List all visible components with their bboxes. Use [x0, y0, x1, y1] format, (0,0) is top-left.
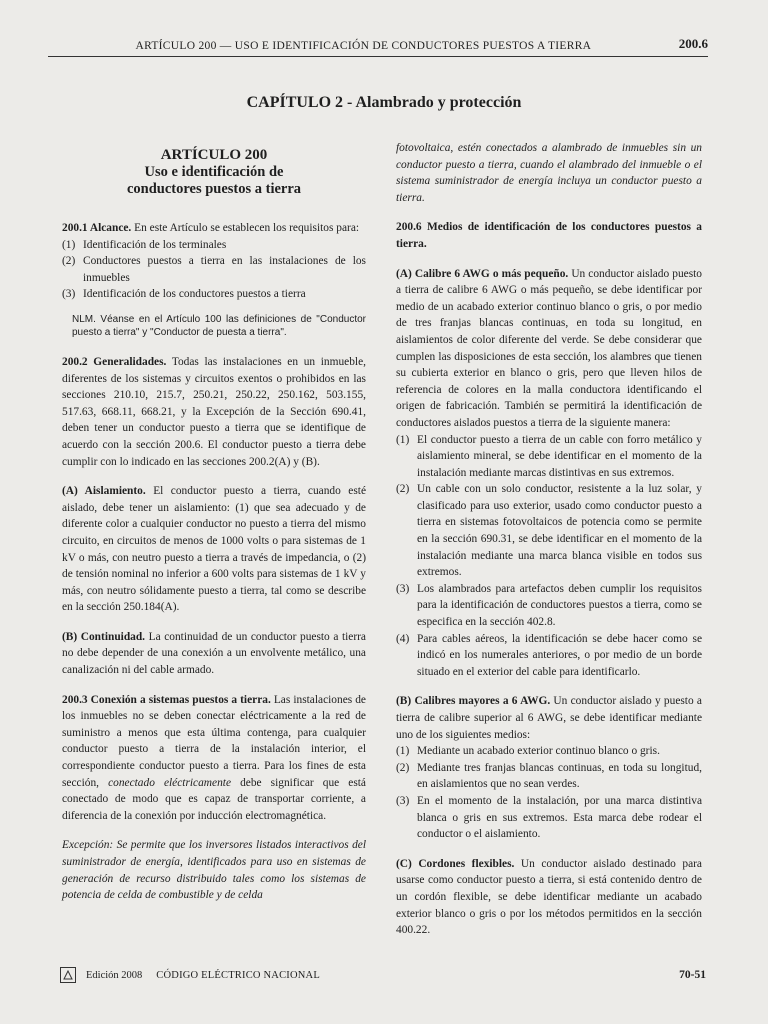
section-200-2-b-heading: (B) Continuidad.: [62, 630, 146, 643]
section-200-6-a-list: [396, 432, 702, 681]
article-heading: [62, 146, 366, 198]
header-section-number: 200.6: [678, 36, 708, 51]
code-name: CÓDIGO ELÉCTRICO NACIONAL: [156, 969, 320, 981]
header-title: ARTÍCULO 200 — USO E IDENTIFICACIÓN DE CONDUCTORES PUESTOS A TIERRA: [135, 40, 592, 52]
section-200-6-b-list: [396, 743, 702, 843]
list-item: (2) Un cable con un solo conductor, resistente a la luz solar, y clasificado para uso exterior, usado como conductor puesto a tierra en sistemas fotovoltaicos de potencia como se permite en la sección 690.31, se debe identificar en el momento de la instalación mediante una marca blanca visible en todos sus extremos.: [396, 483, 702, 579]
section-200-2: [62, 354, 366, 470]
section-200-6-b: [396, 693, 702, 743]
page-number: 70-51: [679, 969, 706, 981]
section-200-1-text: En este Artículo se establecen los requisitos para:: [131, 222, 360, 234]
section-200-6-c-heading: (C) Cordones flexibles.: [396, 857, 515, 870]
section-200-6-a-text: Un conductor aislado puesto a tierra de calibre 6 AWG o más pequeño, se debe identificar por medio de un acabado exterior continuo blanco o gris, o por medio de tres franjas blancas continuas, en toda su longitud, en aislamientos de color diferente del verde. Se debe considerar que cumplen las disposiciones de esta sección, los alambres que tienen su cubierta exterior en blanco o gris, pero que lleven hilos de referencia de colores en la malla conductora identificando el origen de fabricación. También se permitirá la identificación de conductores aislados puestos a tierra de la siguiente manera:: [396, 267, 702, 429]
section-200-1-note: NLM. Véanse en el Artículo 100 las definiciones de "Conductor puesto a tierra" y "Conductor de puesta a tierra".: [72, 313, 366, 339]
section-200-1-list: [62, 237, 366, 303]
section-200-2-text: Todas las instalaciones en un inmueble, diferentes de los sistemas y circuitos exentos o prohibidos en las secciones 210.10, 215.7, 250.21, 250.22, 250.162, 503.155, 517.63, 668.11, 668.21, y la Excepción de la Sección 690.41, deben tener un conductor puesto a tierra que se identifique de acuerdo con la sección 200.6. El conductor puesto a tierra debe cumplir con lo indicado en las secciones 200.2(A) y (B).: [62, 355, 366, 468]
section-200-1-heading: 200.1 Alcance.: [62, 222, 132, 234]
list-item: (3) Los alambrados para artefactos deben cumplir los requisitos para la identificación de conductores puestos a tierra, como se especifica en la sección 402.8.: [396, 582, 702, 629]
section-200-6-heading: 200.6 Medios de identificación de los conductores puestos a tierra.: [396, 221, 702, 250]
list-item: (3) Identificación de los conductores puestos a tierra: [62, 288, 306, 301]
page-footer: [60, 964, 706, 986]
list-item: (2) Conductores puestos a tierra en las instalaciones de los inmuebles: [62, 255, 366, 284]
section-200-2-a-heading: (A) Aislamiento.: [62, 485, 146, 498]
article-title-line-1: Uso e identificación de: [144, 164, 284, 180]
left-column: [62, 140, 366, 917]
exception-continuation: fotovoltaica, estén conectados a alambrado de inmuebles sin un conductor puesto a tierra, cuando el alambrado del inmueble o el sistema suministrador de energía incluya un conductor puesto a tierra.: [396, 142, 702, 204]
section-200-6-a-heading: (A) Calibre 6 AWG o más pequeño.: [396, 267, 569, 280]
section-200-6-c: [396, 856, 702, 939]
section-200-6-a: [396, 266, 702, 432]
nfpa-logo-icon: [60, 967, 76, 983]
edition-label: Edición 2008: [86, 969, 143, 981]
exception-text: Excepción: Se permite que los inversores listados interactivos del suministrador de energía, identificados para uso en sistemas de generación de recurso distribuido tales como los sistemas de potencia de celda de combustible y de celda: [62, 839, 366, 902]
article-label: ARTÍCULO 200: [160, 147, 268, 163]
section-200-3-text-b: debe significar que está conectado de modo que es capaz de transportar corriente, a diferencia de la conexión por inducción electromagnética.: [62, 776, 366, 822]
right-column: [396, 140, 702, 952]
section-200-6-b-heading: (B) Calibres mayores a 6 AWG.: [396, 695, 551, 708]
list-item: (2) Mediante tres franjas blancas continuas, en toda su longitud, en aislamientos que no sean verdes.: [396, 761, 702, 791]
list-item: (1) El conductor puesto a tierra de un cable con forro metálico y aislamiento mineral, se debe identificar en el momento de la instalación mediante marcas distintivas en sus extremos.: [396, 433, 702, 479]
chapter-title: CAPÍTULO 2 - Alambrado y protección: [246, 94, 522, 111]
section-200-6-c-text: Un conductor aislado destinado para usarse como conductor puesto a tierra, si está contenido dentro de un cordón flexible, se debe identificar mediante un acabado exterior blanco o gris o por los métodos permitidos en la sección 400.22.: [396, 857, 702, 937]
section-200-2-b-text: La continuidad de un conductor puesto a tierra no debe depender de una conexión a un envolvente metálico, una canalización ni del cable armado.: [62, 630, 366, 677]
section-200-3: [62, 692, 366, 825]
section-200-2-heading: 200.2 Generalidades.: [62, 355, 167, 368]
section-200-2-a-text: El conductor puesto a tierra, cuando esté aislado, debe tener un aislamiento: (1) que sea adecuado y de diferente color a cualquier conductor no puesto a tierra del mismo circuito, en circuitos de menos de 1000 volts o para sistemas de 1 kV o más, con neutro puesto a tierra a través de impedancia, o (2) de tensión nominal no inferior a 600 volts para sistemas de 1 kV y más, con neutro sólidamente puesto a tierra, tal como se describe en la sección 250.184(A).: [62, 485, 366, 614]
section-200-6-b-text: Un conductor aislado y puesto a tierra de calibre superior al 6 AWG, se debe identificar mediante uno de los siguientes medios:: [396, 695, 702, 741]
section-200-3-heading: 200.3 Conexión a sistemas puestos a tierra.: [62, 693, 271, 706]
list-item: (1) Mediante un acabado exterior continuo blanco o gris.: [396, 745, 660, 758]
list-item: (3) En el momento de la instalación, por una marca distintiva blanca o gris en sus extremos. Esta marca debe rodear el conductor o el aislamiento.: [396, 794, 702, 841]
section-200-1: [62, 220, 366, 237]
section-200-2-b: [62, 629, 366, 679]
section-200-3-text-a: Las instalaciones de los inmuebles no se deben conectar eléctricamente a la red de suministro a menos que esta última contenga, para cualquier conductor puesto a tierra de la instalación interior, el correspondiente conductor puesto a tierra. Para los fines de esta sección,: [62, 693, 366, 789]
running-header: [48, 34, 708, 57]
section-200-2-a: [62, 483, 366, 616]
list-item: (4) Para cables aéreos, la identificación se debe hacer como se indicó en los numerales anteriores, o por medio de un borde situado en el exterior del cable para identificarlo.: [396, 632, 702, 678]
article-title-line-2: conductores puestos a tierra: [126, 181, 302, 197]
list-item: (1) Identificación de los terminales: [62, 238, 227, 251]
section-200-3-term: conectado eléctricamente: [108, 776, 232, 789]
